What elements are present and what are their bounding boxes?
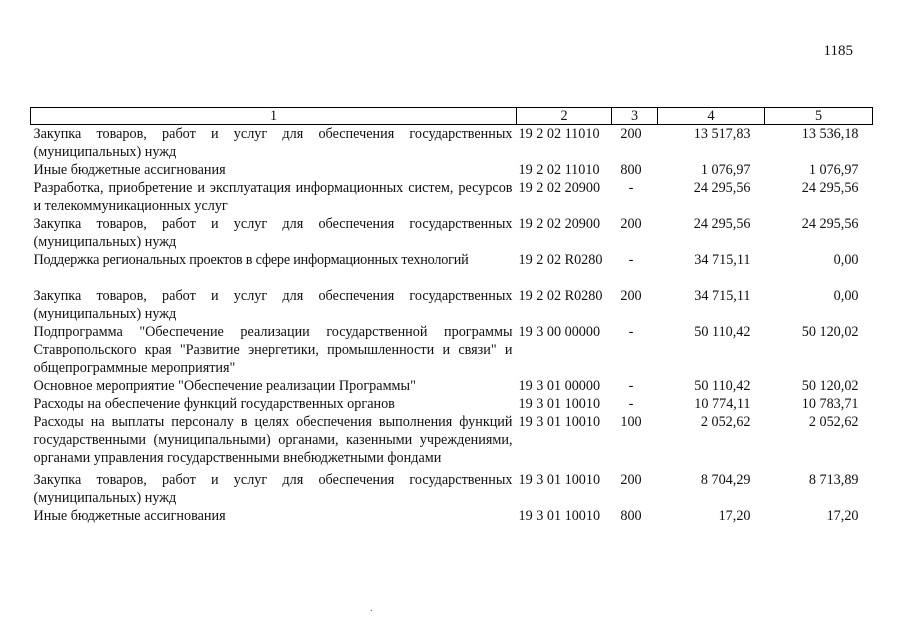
- row-value-4: 34 715,11: [694, 288, 751, 304]
- row-type: -: [628, 324, 634, 340]
- row-type: -: [628, 396, 634, 412]
- row-value-5: 8 713,89: [808, 472, 859, 488]
- row-code: 19 3 00 00000: [518, 324, 601, 340]
- row-code: 19 3 01 00000: [518, 378, 601, 394]
- row-name: Закупка товаров, работ и услуг для обеспечения государственных (муниципальных) нужд: [33, 472, 513, 506]
- row-value-4: 34 715,11: [694, 252, 751, 268]
- row-code: 19 2 02 11010: [518, 126, 600, 142]
- row-type: 200: [620, 126, 642, 142]
- row-type: 200: [620, 288, 642, 304]
- row-name: Расходы на выплаты персоналу в целях обеспечения выполнения функций государственными (муниципальными) органами, казенными учреждениями, органами управления государственными внебюджетными фондами: [33, 414, 513, 466]
- row-code: 19 2 02 20900: [518, 216, 601, 232]
- row-name: Основное мероприятие "Обеспечение реализации Программы": [33, 378, 416, 394]
- table-row: [31, 215, 873, 251]
- scan-speck: .: [370, 603, 373, 614]
- header-col-1: 1: [31, 108, 517, 125]
- row-name: Разработка, приобретение и эксплуатация информационных систем, ресурсов и телекоммуникационных услуг: [33, 180, 513, 214]
- row-value-4: 8 704,29: [700, 472, 751, 488]
- row-name: Закупка товаров, работ и услуг для обеспечения государственных (муниципальных) нужд: [33, 288, 513, 322]
- row-name: Иные бюджетные ассигнования: [33, 162, 226, 178]
- table-row: [31, 125, 873, 162]
- row-value-4: 13 517,83: [693, 126, 751, 142]
- row-name: Иные бюджетные ассигнования: [33, 508, 226, 524]
- row-name: Закупка товаров, работ и услуг для обеспечения государственных (муниципальных) нужд: [33, 126, 513, 160]
- row-code: 19 2 02 11010: [518, 162, 600, 178]
- row-type: 200: [620, 216, 642, 232]
- table-row: [31, 287, 873, 323]
- row-type: 100: [620, 414, 642, 430]
- row-value-4: 24 295,56: [693, 180, 751, 196]
- table-row: [31, 323, 873, 377]
- row-value-4: 1 076,97: [700, 162, 751, 178]
- row-value-5: 50 120,02: [801, 324, 859, 340]
- row-code: 19 3 01 10010: [518, 396, 601, 412]
- table-row: [31, 413, 873, 467]
- row-code: 19 3 01 10010: [518, 508, 601, 524]
- row-value-4: 17,20: [718, 508, 751, 524]
- row-name: Закупка товаров, работ и услуг для обеспечения государственных (муниципальных) нужд: [33, 216, 513, 250]
- row-value-5: 13 536,18: [801, 126, 859, 142]
- row-value-5: 24 295,56: [801, 216, 859, 232]
- row-value-5: 10 783,71: [801, 396, 859, 412]
- row-value-4: 10 774,11: [694, 396, 751, 412]
- header-col-4: 4: [658, 108, 765, 125]
- page-number: 1185: [823, 43, 853, 59]
- table-row: [31, 377, 873, 395]
- row-value-5: 1 076,97: [808, 162, 859, 178]
- table-row: [31, 467, 873, 507]
- row-type: -: [628, 180, 634, 196]
- row-type: 800: [620, 162, 642, 178]
- row-name: Расходы на обеспечение функций государственных органов: [33, 396, 395, 412]
- row-name: Поддержка региональных проектов в сфере информационных технологий: [33, 252, 469, 268]
- table-row: [31, 251, 873, 287]
- header-col-5: 5: [765, 108, 873, 125]
- row-value-5: 0,00: [833, 288, 859, 304]
- row-value-5: 0,00: [833, 252, 859, 268]
- row-code: 19 2 02 20900: [518, 180, 601, 196]
- row-value-5: 24 295,56: [801, 180, 859, 196]
- header-row: [31, 108, 873, 125]
- budget-table: [30, 107, 873, 525]
- header-col-3: 3: [612, 108, 658, 125]
- row-type: 200: [620, 472, 642, 488]
- row-code: 19 3 01 10010: [518, 472, 601, 488]
- row-code: 19 2 02 R0280: [518, 252, 603, 268]
- row-code: 19 3 01 10010: [518, 414, 601, 430]
- row-value-5: 50 120,02: [801, 378, 859, 394]
- row-type: -: [628, 378, 634, 394]
- row-value-5: 2 052,62: [808, 414, 859, 430]
- row-value-4: 2 052,62: [700, 414, 751, 430]
- table-row: [31, 179, 873, 215]
- row-type: 800: [620, 508, 642, 524]
- row-value-4: 50 110,42: [694, 324, 751, 340]
- row-value-4: 24 295,56: [693, 216, 751, 232]
- row-value-5: 17,20: [826, 508, 859, 524]
- table-row: [31, 395, 873, 413]
- row-type: -: [628, 252, 634, 268]
- header-col-2: 2: [517, 108, 612, 125]
- table-row: [31, 507, 873, 525]
- row-code: 19 2 02 R0280: [518, 288, 603, 304]
- table-row: [31, 161, 873, 179]
- row-value-4: 50 110,42: [694, 378, 751, 394]
- row-name: Подпрограмма "Обеспечение реализации государственной программы Ставропольского края "Развитие энергетики, промышленности и связи" и общепрограммные мероприятия": [33, 324, 513, 376]
